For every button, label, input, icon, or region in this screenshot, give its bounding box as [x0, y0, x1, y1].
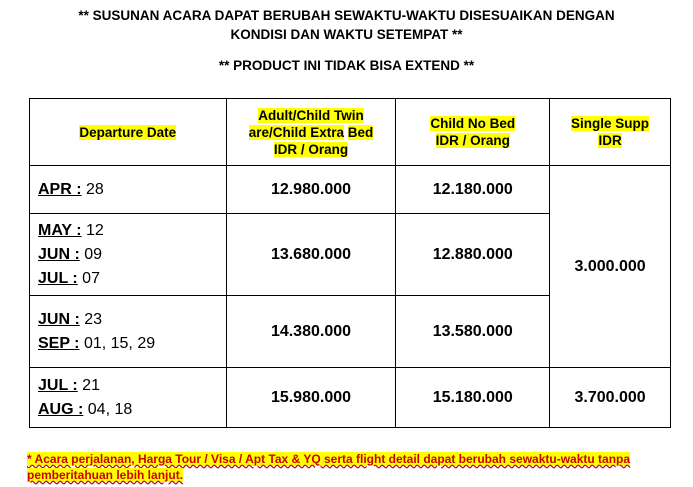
- price-adult: 15.980.000: [226, 368, 396, 428]
- price-adult: 12.980.000: [226, 166, 396, 214]
- date-line: SEP : 01, 15, 29: [38, 334, 156, 352]
- price-child-no-bed: 12.880.000: [396, 214, 550, 296]
- price-single-supp: 3.000.000: [550, 166, 671, 368]
- departure-dates: [30, 166, 227, 214]
- header-departure-date: Departure Date: [30, 99, 227, 166]
- date-line: JUN : 23: [38, 310, 103, 328]
- header-single-supp: Single Supp IDR: [550, 99, 671, 166]
- header-child-no-bed: Child No Bed IDR / Orang: [396, 99, 550, 166]
- table-row: [30, 368, 671, 428]
- date-line: JUL : 07: [38, 269, 100, 287]
- date-line: JUN : 09: [38, 245, 103, 263]
- notice-no-extend: ** PRODUCT INI TIDAK BISA EXTEND **: [218, 58, 475, 73]
- date-line: APR : 28: [38, 180, 104, 198]
- price-table: [29, 98, 671, 428]
- notice-line: KONDISI DAN WAKTU SETEMPAT **: [230, 27, 463, 42]
- date-line: AUG : 04, 18: [38, 400, 133, 418]
- price-child-no-bed: 15.180.000: [396, 368, 550, 428]
- footnote-line: pemberitahuan lebih lanjut.: [27, 468, 184, 482]
- header-adult-child-twin: Adult/Child Twin are/Child Extra Bed IDR / Orang: [226, 99, 396, 166]
- date-line: MAY : 12: [38, 221, 104, 239]
- date-line: JUL : 21: [38, 376, 100, 394]
- table-header-row: [30, 99, 671, 166]
- departure-dates: [30, 368, 227, 428]
- departure-dates: [30, 214, 227, 296]
- price-child-no-bed: 12.180.000: [396, 166, 550, 214]
- table-row: [30, 166, 671, 214]
- footnote-line: * Acara perjalanan, Harga Tour / Visa / Apt Tax & YQ serta flight detail dapat berubah sewaktu-waktu tanpa: [27, 452, 631, 466]
- departure-dates: [30, 296, 227, 368]
- price-single-supp: 3.700.000: [550, 368, 671, 428]
- price-adult: 14.380.000: [226, 296, 396, 368]
- price-adult: 13.680.000: [226, 214, 396, 296]
- price-child-no-bed: 13.580.000: [396, 296, 550, 368]
- footnote: [27, 451, 647, 483]
- notice-schedule-change: [0, 6, 693, 44]
- notice-line: ** SUSUNAN ACARA DAPAT BERUBAH SEWAKTU-WAKTU DISESUAIKAN DENGAN: [78, 8, 615, 23]
